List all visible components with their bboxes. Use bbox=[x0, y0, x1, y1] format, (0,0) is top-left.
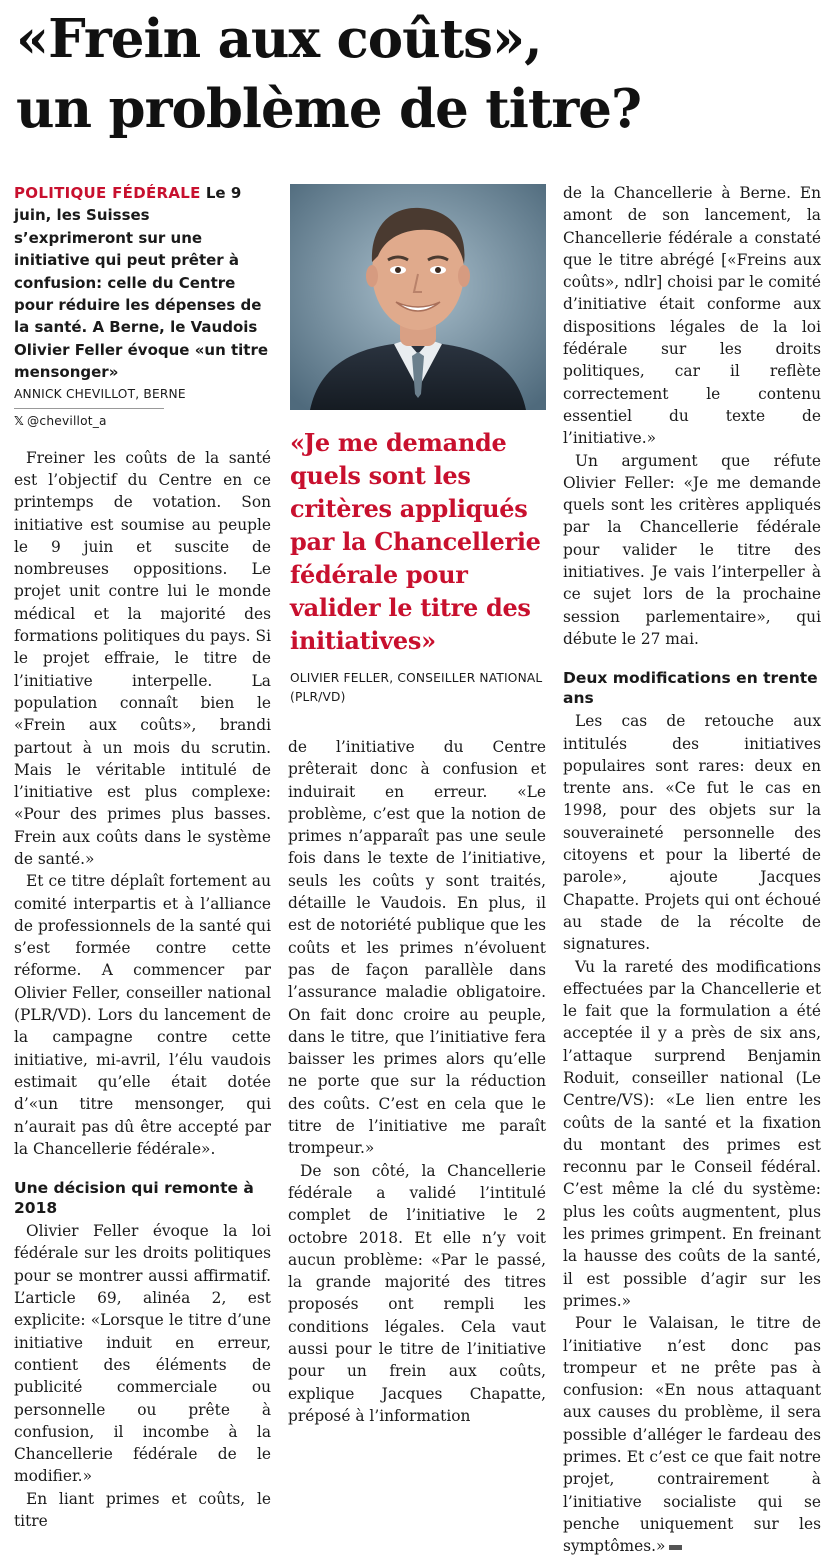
social-handle[interactable] bbox=[14, 411, 271, 431]
x-logo-icon: 𝕏 bbox=[14, 413, 25, 428]
section-kicker: POLITIQUE FÉDÉRALE bbox=[14, 184, 201, 202]
pull-quote-attribution: OLIVIER FELLER, CONSEILLER NATIONAL (PLR/VD) bbox=[290, 671, 543, 704]
end-of-article-mark bbox=[669, 1545, 682, 1550]
portrait-photo bbox=[290, 184, 546, 410]
handle-text: @chevillot_a bbox=[27, 413, 107, 428]
body-paragraph: Les cas de retouche aux intitulés des initiatives populaires sont rares: deux en trente ans. «Ce fut le cas en 1998, pour des objets sur la souveraineté personnelle des citoyens et pour la liberté de parole», ajoute Jacques Chapatte. Projets qui ont échoué au stade de la récolte de signatures. bbox=[563, 712, 821, 954]
body-paragraph: Olivier Feller évoque la loi fédérale sur les droits politiques pour se montrer aussi affirmatif. L’article 69, alinéa 2, est explicite: «Lorsque le titre d’une initiative induit en erreur, contient des éléments de publicité commerciale ou personnelle ou prête à confusion, il incombe à la Chancellerie fédérale de le modifier.» bbox=[14, 1222, 271, 1486]
body-paragraph-last bbox=[563, 1312, 821, 1557]
lead-paragraph bbox=[14, 182, 271, 384]
subheading: Deux modifications en trente ans bbox=[563, 669, 818, 708]
headline bbox=[16, 4, 826, 144]
pull-quote bbox=[290, 426, 546, 707]
byline-divider bbox=[14, 408, 164, 409]
closing-text: Pour le Valaisan, le titre de l’initiative n’est donc pas trompeur et ne prête pas à confusion: «En nous attaquant aux causes du problème, il sera possible d’alléger le fardeau des primes. Et c’est ce que fait notre projet, contrairement à l’initiative socialiste qui se penche uniquement sur les symptômes.» bbox=[563, 1314, 821, 1556]
body-paragraph: Et ce titre déplaît fortement au comité interpartis et à l’alliance de professionnels de la santé qui s’est formée contre cette réforme. A commencer par Olivier Feller, conseiller national (PLR/VD). Lors du lancement de la campagne contre cette initiative, mi-avril, l’élu vaudois estimait qu’elle était dotée d’«un titre mensonger, qui n’aurait pas dû être accepté par la Chancellerie fédérale». bbox=[14, 872, 271, 1158]
byline bbox=[14, 384, 271, 431]
pull-quote-text: «Je me demande quels sont les critères appliqués par la Chancellerie fédérale pour valider le titre des initiatives» bbox=[290, 428, 541, 655]
article-column-3 bbox=[563, 182, 821, 1558]
lead-text: Le 9 juin, les Suisses s’exprimeront sur une initiative qui peut prêter à confusion: celle du Centre pour réduire les dépenses de la santé. A Berne, le Vaudois Olivier Feller évoque «un titre mensonger» bbox=[14, 184, 269, 382]
portrait-illustration bbox=[290, 184, 546, 410]
body-paragraph: De son côté, la Chancellerie fédérale a validé l’intitulé complet de l’initiative le 2 octobre 2018. Et elle n’y voit aucun problème: «Par le passé, la grande majorité des titres proposés ont rempli les conditions légales. Cela vaut aussi pour le titre de l’initiative pour un frein aux coûts, explique Jacques Chapatte, préposé à l’information bbox=[288, 1161, 546, 1425]
headline-line-1: «Frein aux coûts», bbox=[16, 8, 542, 70]
body-paragraph: Un argument que réfute Olivier Feller: «Je me demande quels sont les critères appliqués par la Chancellerie fédérale pour valider le titre des initiatives. Je vais l’interpeller à ce sujet lors de la prochaine session parlementaire», qui débute le 27 mai. bbox=[563, 451, 821, 648]
body-paragraph: de la Chancellerie à Berne. En amont de son lancement, la Chancellerie fédérale a constaté que le titre abrégé [«Freins aux coûts», ndlr] choisi par le comité d’initiative était conforme aux dispositions légales de la loi fédérale sur les droits politiques, car il reflète correctement le contenu essentiel du texte de l’initiative.» bbox=[563, 184, 821, 448]
body-paragraph: de l’initiative du Centre prêterait donc à confusion et induirait en erreur. «Le problème, c’est que la notion de primes n’apparaît pas une seule fois dans le texte de l’initiative, seuls les coûts y sont traités, détaille le Vaudois. En plus, il est de notoriété publique que les coûts et les primes n’évoluent pas de façon parallèle dans l’assurance maladie obligatoire. On fait donc croire au peuple, dans le titre, que l’initiative fera baisser les primes alors qu’elle ne porte que sur la réduction des coûts. C’est en cela que le titre de l’initiative me paraît trompeur.» bbox=[288, 738, 546, 1158]
article-column-2 bbox=[288, 736, 546, 1427]
headline-line-2: un problème de titre? bbox=[16, 78, 642, 140]
body-paragraph: En liant primes et coûts, le titre bbox=[14, 1489, 271, 1531]
body-paragraph: Freiner les coûts de la santé est l’objectif du Centre en ce printemps de votation. Son initiative est soumise au peuple le 9 juin et suscite de nombreuses oppositions. Le projet unit contre lui le monde médical et la majorité des formations politiques du pays. Si le projet effraie, le titre de l’initiative interpelle. La population connaît bien le «Frein aux coûts», brandi partout à un mois du scrutin. Mais le véritable intitulé de l’initiative est plus complexe: «Pour des primes plus basses. Frein aux coûts dans le système de santé.» bbox=[14, 448, 271, 868]
subheading: Une décision qui remonte à 2018 bbox=[14, 1179, 254, 1218]
author-name: ANNICK CHEVILLOT, BERNE bbox=[14, 386, 186, 401]
article-column-1 bbox=[14, 182, 271, 1532]
body-paragraph: Vu la rareté des modifications effectuées par la Chancellerie et le fait que la formulation a été acceptée il y a près de six ans, l’attaque surprend Benjamin Roduit, conseiller national (Le Centre/VS): «Le lien entre les coûts de la santé et la fixation du montant des primes est reconnu par le Conseil fédéral. C’est même la clé du système: plus les coûts augmentent, plus les primes grimpent. En freinant la hausse des coûts de la santé, il est possible d’agir sur les primes.» bbox=[563, 957, 821, 1310]
